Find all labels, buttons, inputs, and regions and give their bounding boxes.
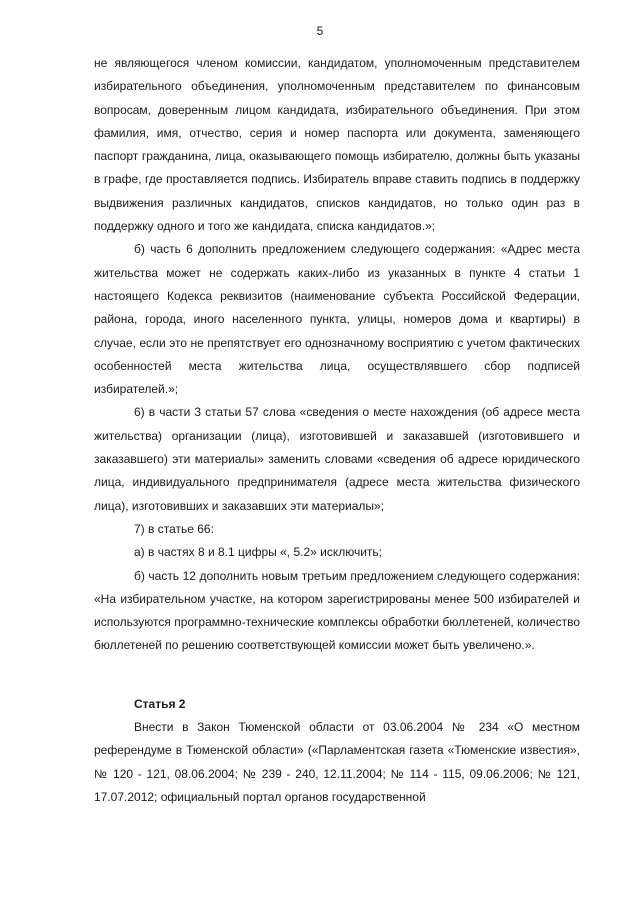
paragraph-subitem-a: а) в частях 8 и 8.1 цифры «, 5.2» исключить; bbox=[134, 545, 383, 560]
article-2-heading: Статья 2 bbox=[134, 696, 186, 711]
document-body bbox=[94, 52, 580, 809]
paragraph-item-7-article-66: 7) в статье 66: bbox=[134, 521, 214, 536]
page-number: 5 bbox=[316, 24, 324, 38]
article-2-paragraph: Внести в Закон Тюменской области от 03.06.2004 № 234 «О местном референдуме в Тюменской области» («Парламентская газета «Тюменские известия», № 120 - 121, 08.06.2004; № 239 - 240, 12.11.2004; № 114 - 115, 09.06.2006; № 121, 17.07.2012; официальный портал органов государственной bbox=[94, 720, 580, 804]
paragraph-subitem-b-part-12: б) часть 12 дополнить новым третьим предложением следующего содержания: «На избирательном участке, на котором зарегистрированы менее 500 избирателей и используются программно-технические комплексы обработки бюллетеней, количество бюллетеней по решению соответствующей комиссии может быть увеличено.». bbox=[94, 568, 580, 653]
paragraph-item-b-part-6: б) часть 6 дополнить предложением следующего содержания: «Адрес места жительства может не содержать каких-либо из указанных в пункте 4 статьи 1 настоящего Кодекса реквизитов (наименование субъекта Российской Федерации, района, города, иного населенного пункта, улицы, номеров дома и квартиры) в случае, если это не препятствует его однозначному восприятию с учетом фактических особенностей места жительства лица, осуществлявшего сбор подписей избирателей.»; bbox=[94, 242, 580, 397]
paragraph-continuation: не являющегося членом комиссии, кандидатом, уполномоченным представителем избирательного объединения, уполномоченным представителем по финансовым вопросам, доверенным лицом кандидата, избирательного объединения. При этом фамилия, имя, отчество, серия и номер паспорта или документа, заменяющего паспорт гражданина, лица, оказывающего помощь избирателю, должны быть указаны в графе, где проставляется подпись. Избиратель вправе ставить подпись в поддержку выдвижения различных кандидатов, списков кандидатов, но только один раз в поддержку одного и того же кандидата, списка кандидатов.»; bbox=[94, 56, 580, 234]
paragraph-item-6-article-57: 6) в части 3 статьи 57 слова «сведения о месте нахождения (об адресе места жительства) организации (лица), изготовившей и заказавшей (изготовившего и заказавшего) эти материалы» заменить словами «сведения об адресе юридического лица, индивидуального предпринимателя (адресе места жительства физического лица), изготовивших и заказавших эти материалы»; bbox=[94, 405, 580, 513]
section-spacer bbox=[94, 658, 580, 693]
